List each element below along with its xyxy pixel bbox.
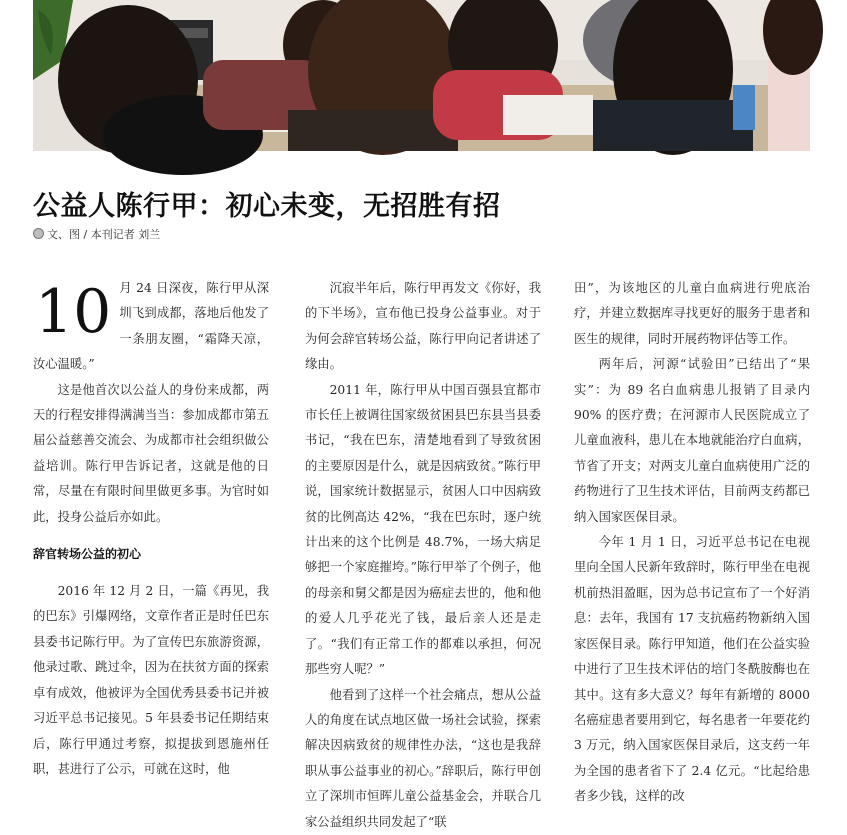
paragraph: 今年 1 月 1 日，习近平总书记在电视里向全国人民新年致辞时，陈行甲坐在电视机前热泪盈眶，因为总书记宣布了一个好消息：去年，我国有 17 支抗癌药物新纳入国家医保目录。陈行甲知道，他们在公益实验中进行了卫生技术评估的培门冬酰胺酶也在其中。这有多大意义？每年有新增的 8000 名癌症患者要用到它，每名患者一年要花约 3 万元，纳入国家医保目录后，这支药一年为全国的患者省下了 2.4 亿元。“比起给患者多少钱，这样的改 xyxy=(574,535,810,804)
byline-bullet-icon xyxy=(33,228,44,239)
article-column-1 xyxy=(33,276,269,776)
paragraph: 沉寂半年后，陈行甲再发文《你好，我的下半场》，宣布他已投身公益事业。对于为何会辞官转场公益，陈行甲向记者讲述了缘由。 xyxy=(305,281,541,372)
article-column-3 xyxy=(574,276,810,804)
paragraph: 2016 年 12 月 2 日，一篇《再见，我的巴东》引爆网络，文章作者正是时任巴东县委书记陈行甲。为了宣传巴东旅游资源，他录过歌、跳过伞，因为在扶贫方面的探索卓有成效，他被评为全国优秀县委书记并被习近平总书记接见。5 年县委书记任期结束后，陈行甲通过考察，拟提拔到恩施州任职，甚进行了公示，可就在这时，他 xyxy=(33,584,269,776)
article-byline xyxy=(33,226,160,242)
drop-cap: 10 xyxy=(35,277,112,347)
article-headline: 公益人陈行甲：初心未变，无招胜有招 xyxy=(33,191,501,222)
paragraph: 2011 年，陈行甲从中国百强县宜都市市长任上被调往国家级贫困县巴东县当县委书记，“我在巴东，清楚地看到了导致贫困的主要原因是什么，就是因病致贫。”陈行甲说，国家统计数据显示，贫困人口中因病致贫的比例高达 42%，“我在巴东时，逐户统计出来的这个比例是 48.7%，一场大病足够把一个家庭摧垮。”陈行甲举了个例子，他的母亲和舅父都是因为癌症去世的，他和他的爱人几乎花光了钱，最后亲人还是走了。“我们有正常工作的都难以承担，何况那些穷人呢？” xyxy=(305,382,541,677)
header-photo xyxy=(33,0,810,151)
section-subhead: 辞官转场公益的初心 xyxy=(33,547,142,562)
paragraph: 田”，为该地区的儿童白血病进行兜底治疗，并建立数据库寻找更好的服务于患者和医生的规律，同时开展药物评估等工作。 xyxy=(574,281,810,346)
paragraph: 这是他首次以公益人的身份来成都，两天的行程安排得满满当当：参加成都市第五届公益慈善交流会、为成都市社会组织做公益培训。陈行甲告诉记者，这就是他的日常，尽量在有限时间里做更多事。为官时如此，投身公益后亦如此。 xyxy=(33,382,269,524)
paragraph: 月 24 日深夜，陈行甲从深圳飞到成都，落地后他发了一条朋友圈，“霜降天凉，汝心温暖。” xyxy=(33,281,269,372)
article-column-2 xyxy=(305,276,541,829)
paragraph: 两年后，河源“试验田”已结出了“果实”：为 89 名白血病患儿报销了目录内 90% 的医疗费；在河源市人民医院成立了儿童血液科，患儿在本地就能治疗白血病，节省了开支；对两支儿童白血病使用广泛的药物进行了卫生技术评估，目前两支药都已纳入国家医保目录。 xyxy=(574,357,810,524)
paragraph: 他看到了这样一个社会痛点，想从公益人的角度在试点地区做一场社会试验，探索解决因病致贫的规律性办法，“这也是我辞职从事公益事业的初心。”辞职后，陈行甲创立了深圳市恒晖儿童公益基金会，并联合几家公益组织共同发起了“联 xyxy=(305,687,541,829)
byline-text: 文、图 / 本刊记者 刘兰 xyxy=(47,228,161,241)
